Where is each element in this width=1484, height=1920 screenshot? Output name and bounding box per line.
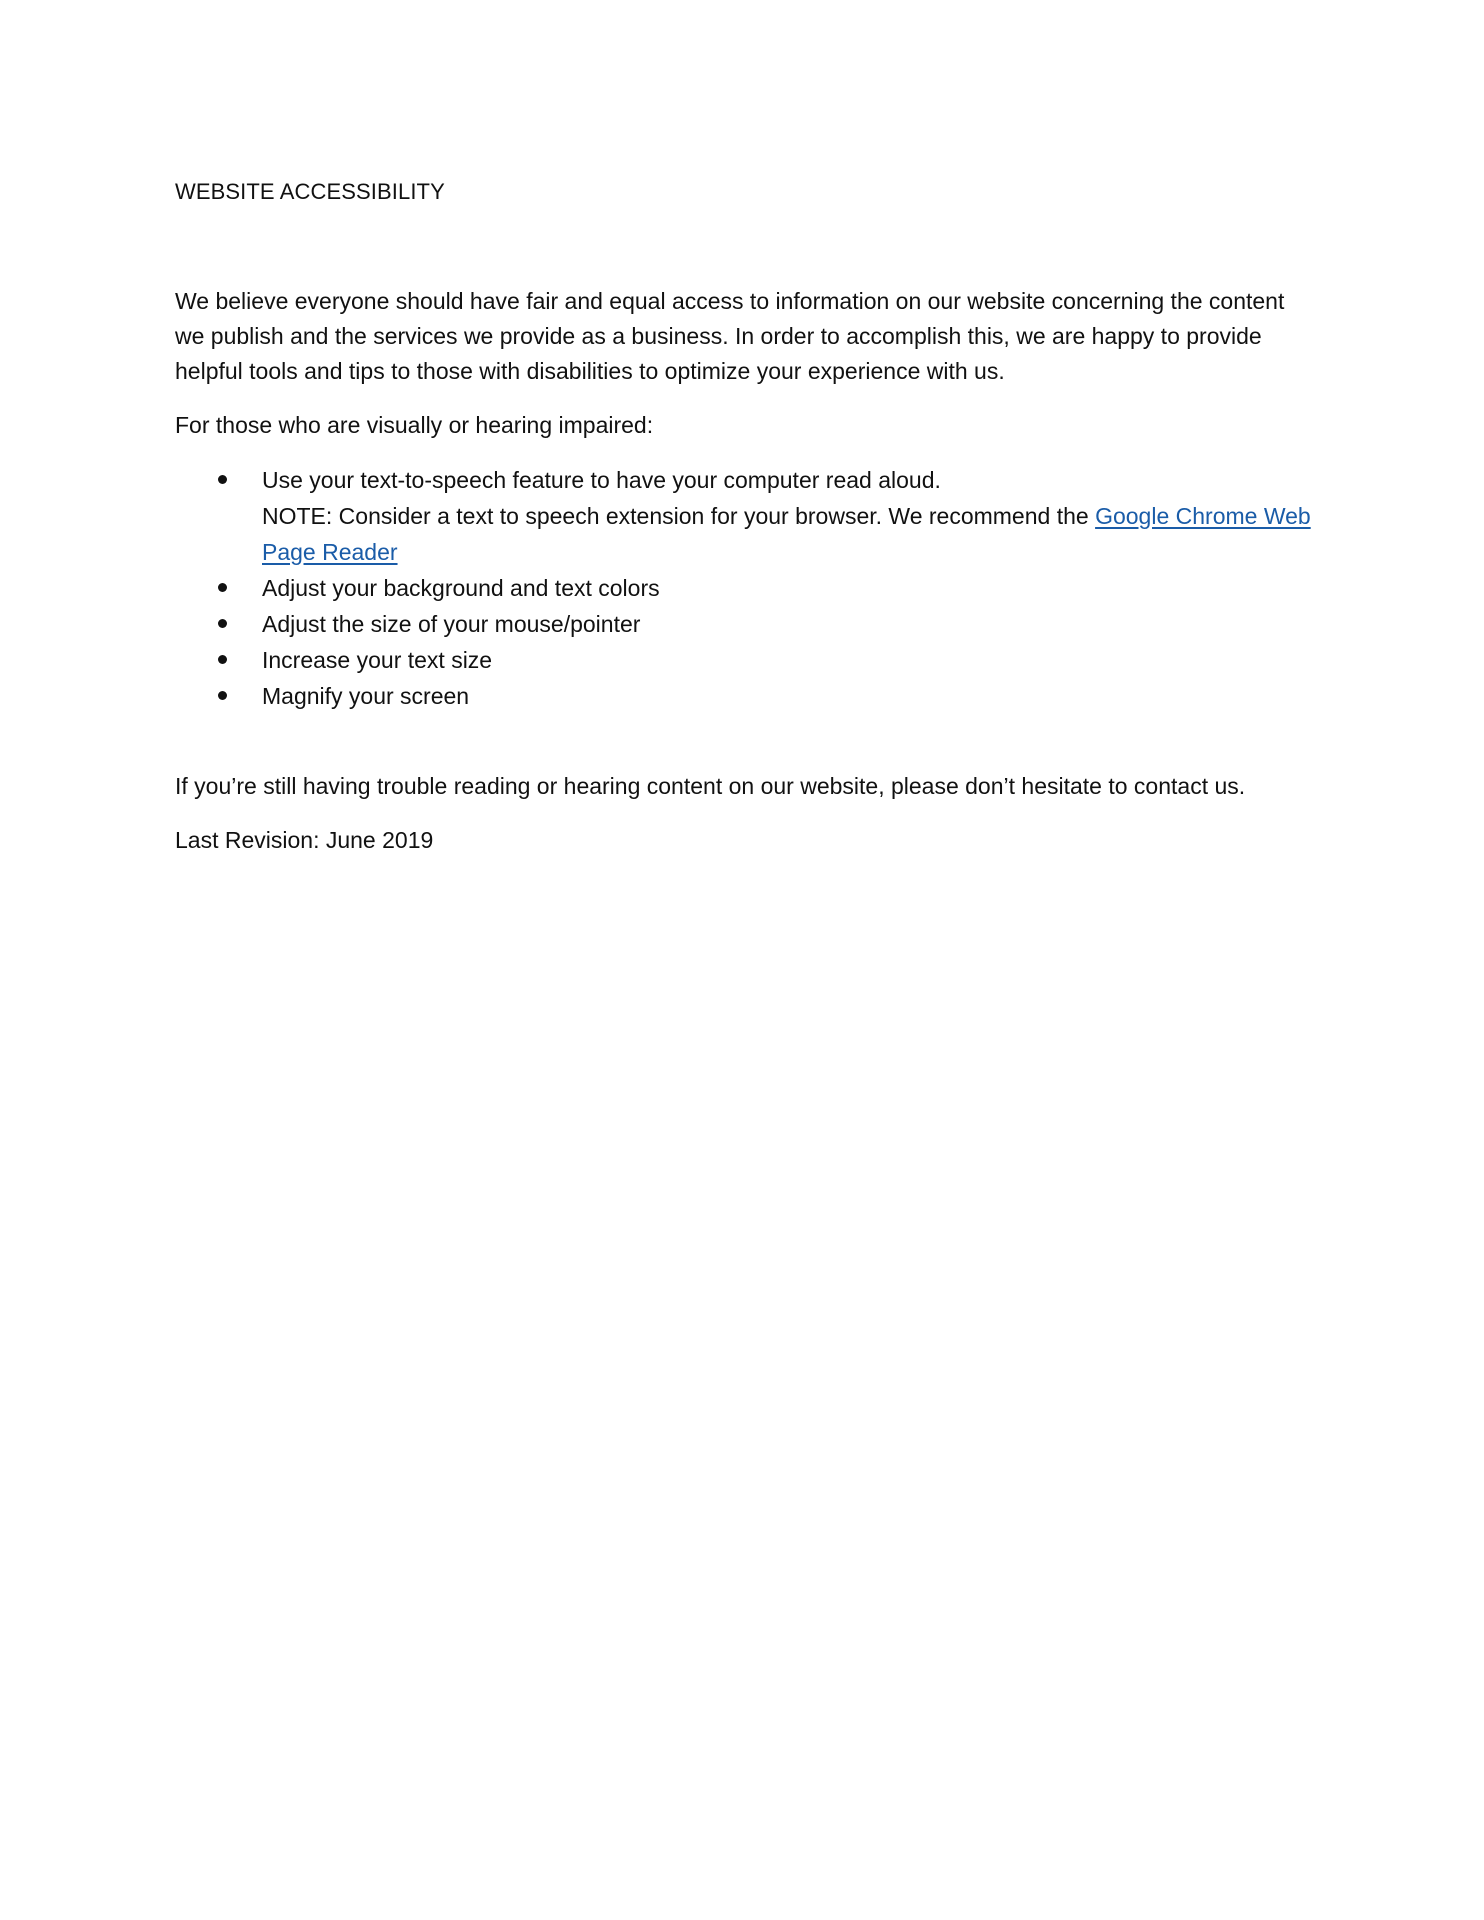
- note-text: NOTE: Consider a text to speech extension for your browser. We recommend the: [262, 503, 1096, 529]
- bullet-dot-icon: [218, 691, 227, 700]
- list-item: [175, 678, 1315, 714]
- note-line: [262, 498, 1315, 570]
- list-item-text: Increase your text size: [262, 647, 493, 673]
- bullet-dot-icon: [218, 583, 227, 592]
- closing-paragraph: If you’re still having trouble reading or hearing content on our website, please don’t hesitate to contact us.: [175, 773, 1246, 799]
- document-content: [175, 176, 1315, 858]
- list-item: [175, 606, 1315, 642]
- list-item-text: Adjust the size of your mouse/pointer: [262, 611, 641, 637]
- bullet-dot-icon: [218, 475, 227, 484]
- list-item-text: Use your text-to-speech feature to have your computer read aloud.: [262, 467, 941, 493]
- revision-date: Last Revision: June 2019: [175, 827, 434, 853]
- intro-paragraph: We believe everyone should have fair and equal access to information on our website concerning the content we publish and the services we provide as a business. In order to accomplish this, we are happy to provide helpful tools and tips to those with disabilities to optimize your experience with us.: [175, 288, 1285, 384]
- list-item-text: Magnify your screen: [262, 683, 470, 709]
- lead-paragraph: For those who are visually or hearing impaired:: [175, 412, 654, 438]
- tips-list: [175, 462, 1315, 714]
- list-item: [175, 570, 1315, 606]
- list-item: [175, 642, 1315, 678]
- document-title: WEBSITE ACCESSIBILITY: [175, 179, 445, 204]
- bullet-dot-icon: [218, 655, 227, 664]
- chrome-reader-link[interactable]: Google Chrome Web Page Reader: [262, 503, 1311, 565]
- list-item: [175, 462, 1315, 570]
- list-item-text: Adjust your background and text colors: [262, 575, 660, 601]
- bullet-dot-icon: [218, 619, 227, 628]
